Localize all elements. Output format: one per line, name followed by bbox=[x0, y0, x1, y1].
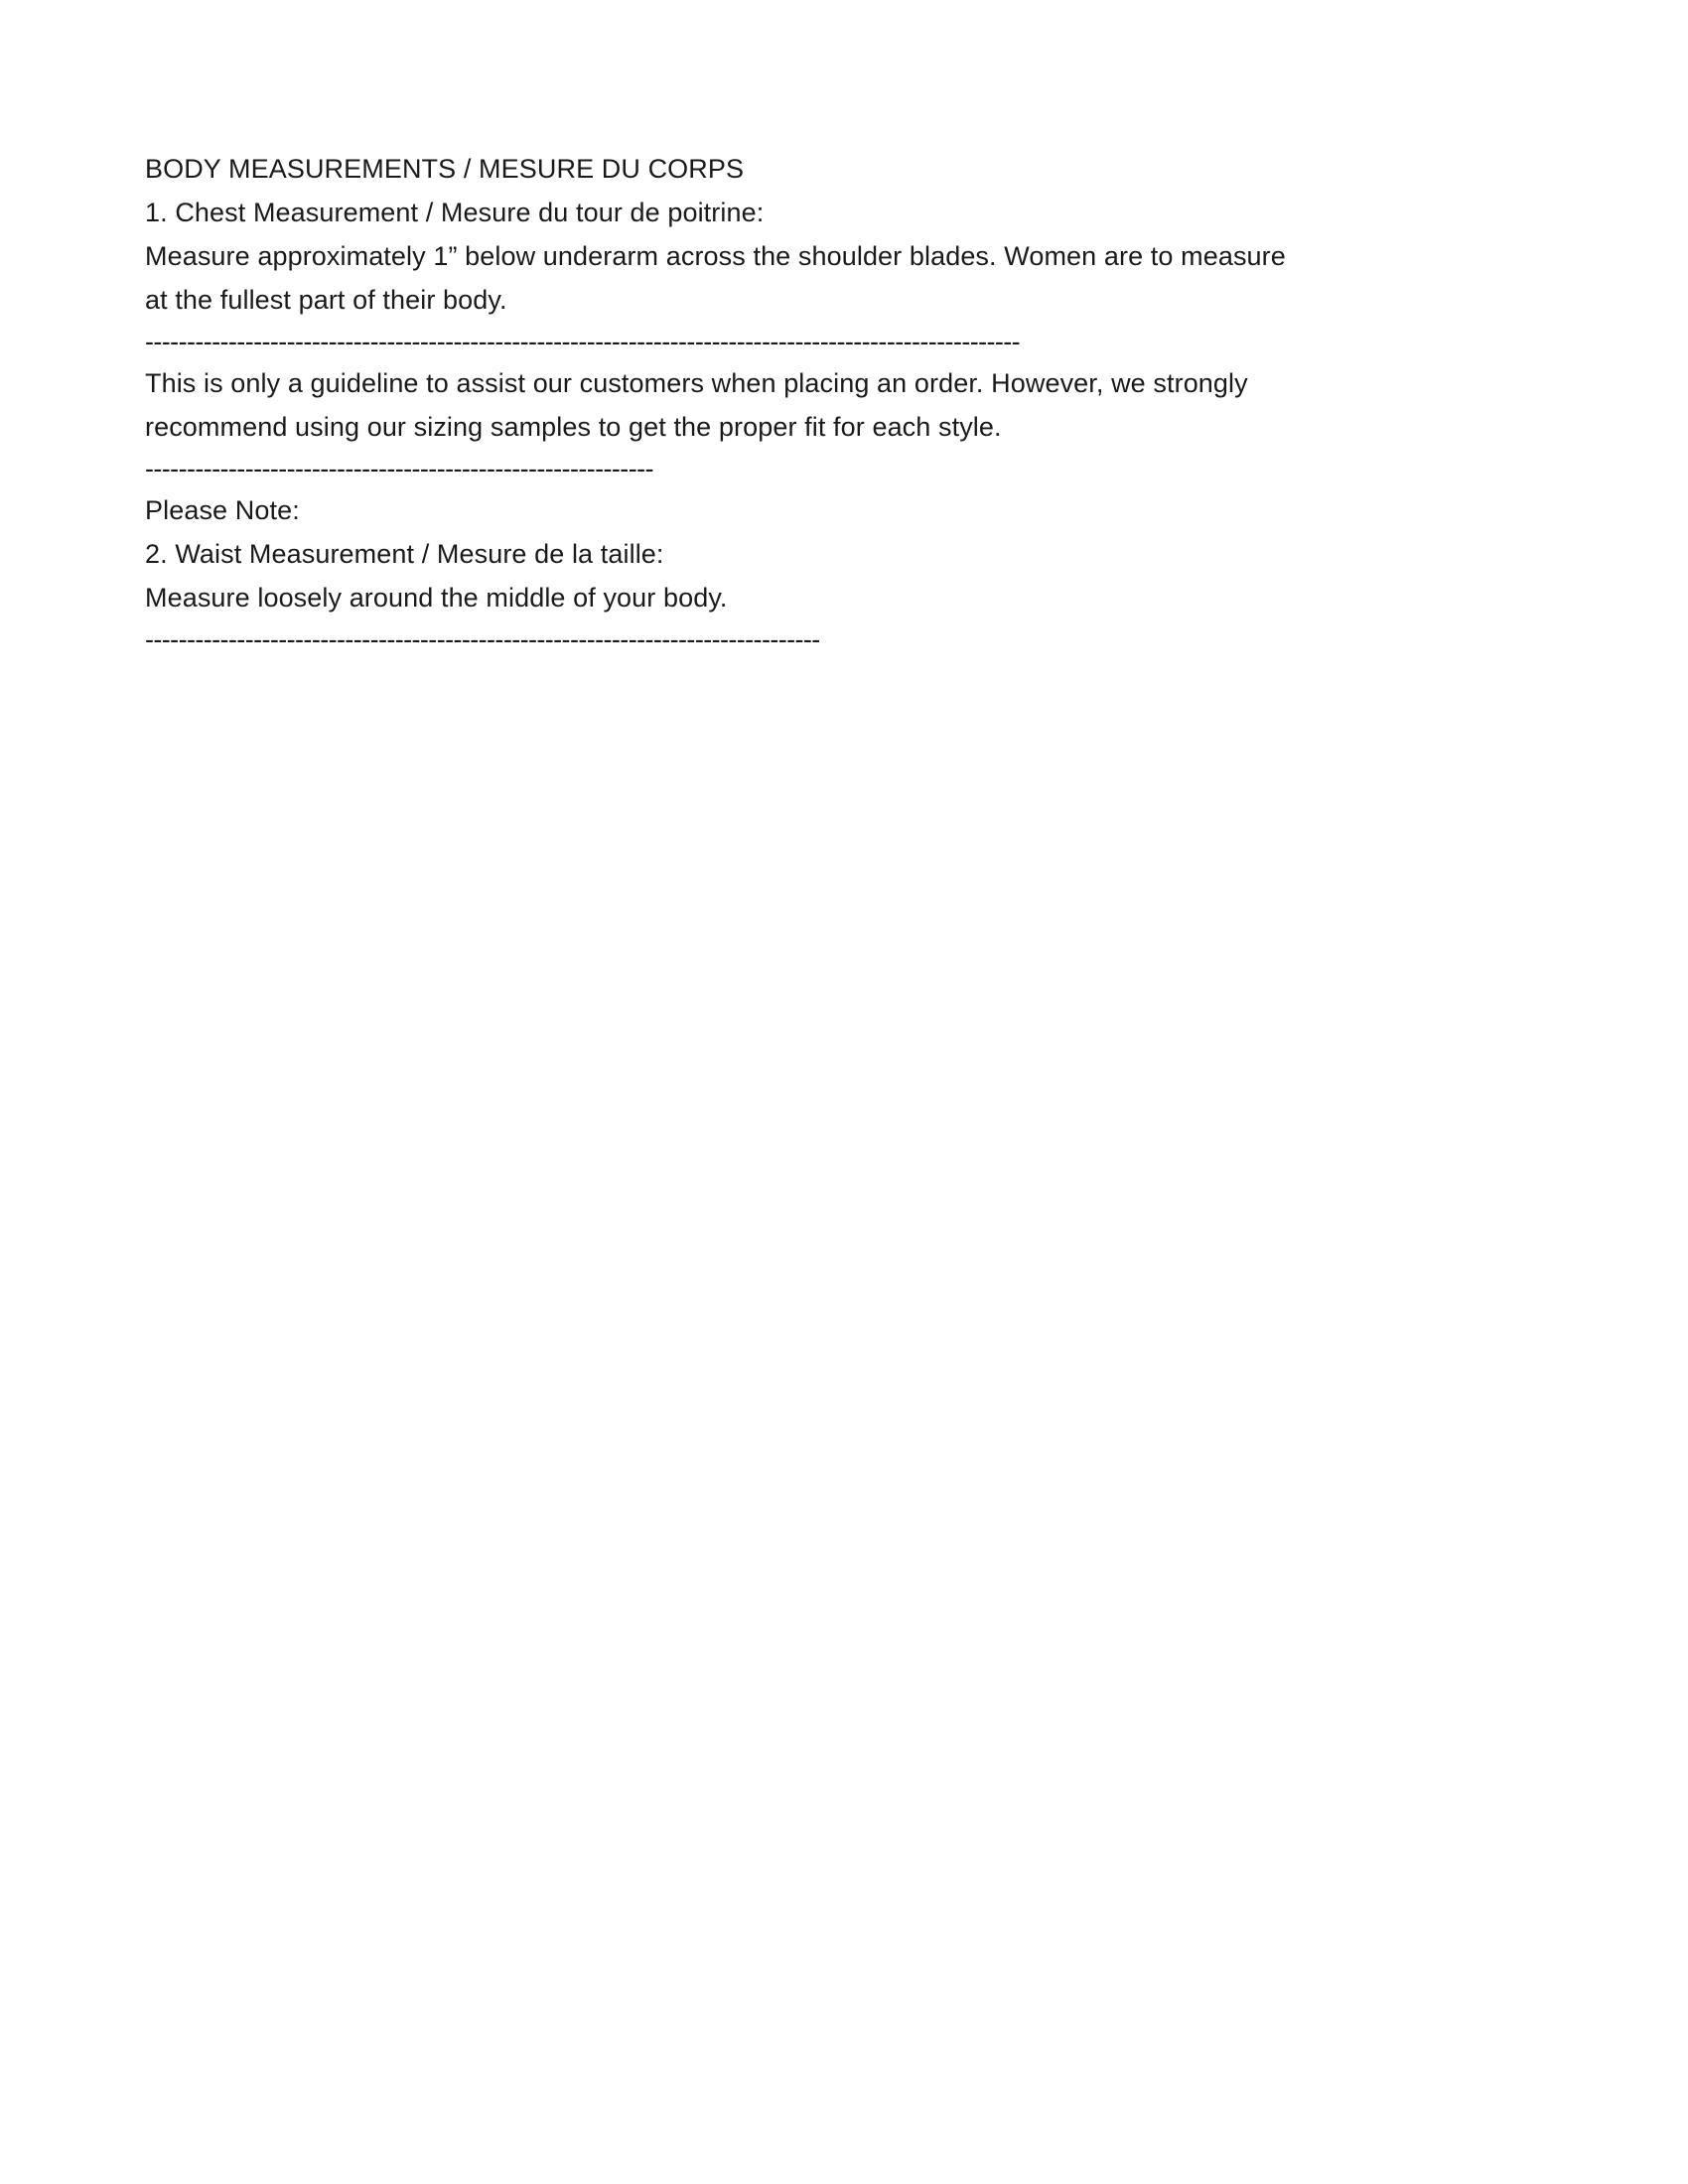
chest-measurement-heading: 1. Chest Measurement / Mesure du tour de poitrine: bbox=[145, 198, 765, 227]
waist-measurement-text: Measure loosely around the middle of your body. bbox=[145, 583, 728, 613]
divider-1: --------------------------------------------------------------------------------------------------------- bbox=[145, 327, 1021, 356]
waist-measurement-heading: 2. Waist Measurement / Mesure de la taille: bbox=[145, 539, 664, 569]
please-note-label: Please Note: bbox=[145, 495, 300, 525]
divider-2: ------------------------------------------------------------- bbox=[145, 454, 653, 483]
divider-3: --------------------------------------------------------------------------------- bbox=[145, 624, 820, 654]
page-title: BODY MEASUREMENTS / MESURE DU CORPS bbox=[145, 154, 745, 184]
chest-measurement-text: Measure approximately 1” below underarm across the shoulder blades. Women are to measure at the fullest part of their body. bbox=[145, 241, 1286, 315]
document-body bbox=[145, 147, 1456, 659]
guideline-text: This is only a guideline to assist our customers when placing an order. However, we strongly recommend using our sizing samples to get the proper fit for each style. bbox=[145, 368, 1248, 442]
